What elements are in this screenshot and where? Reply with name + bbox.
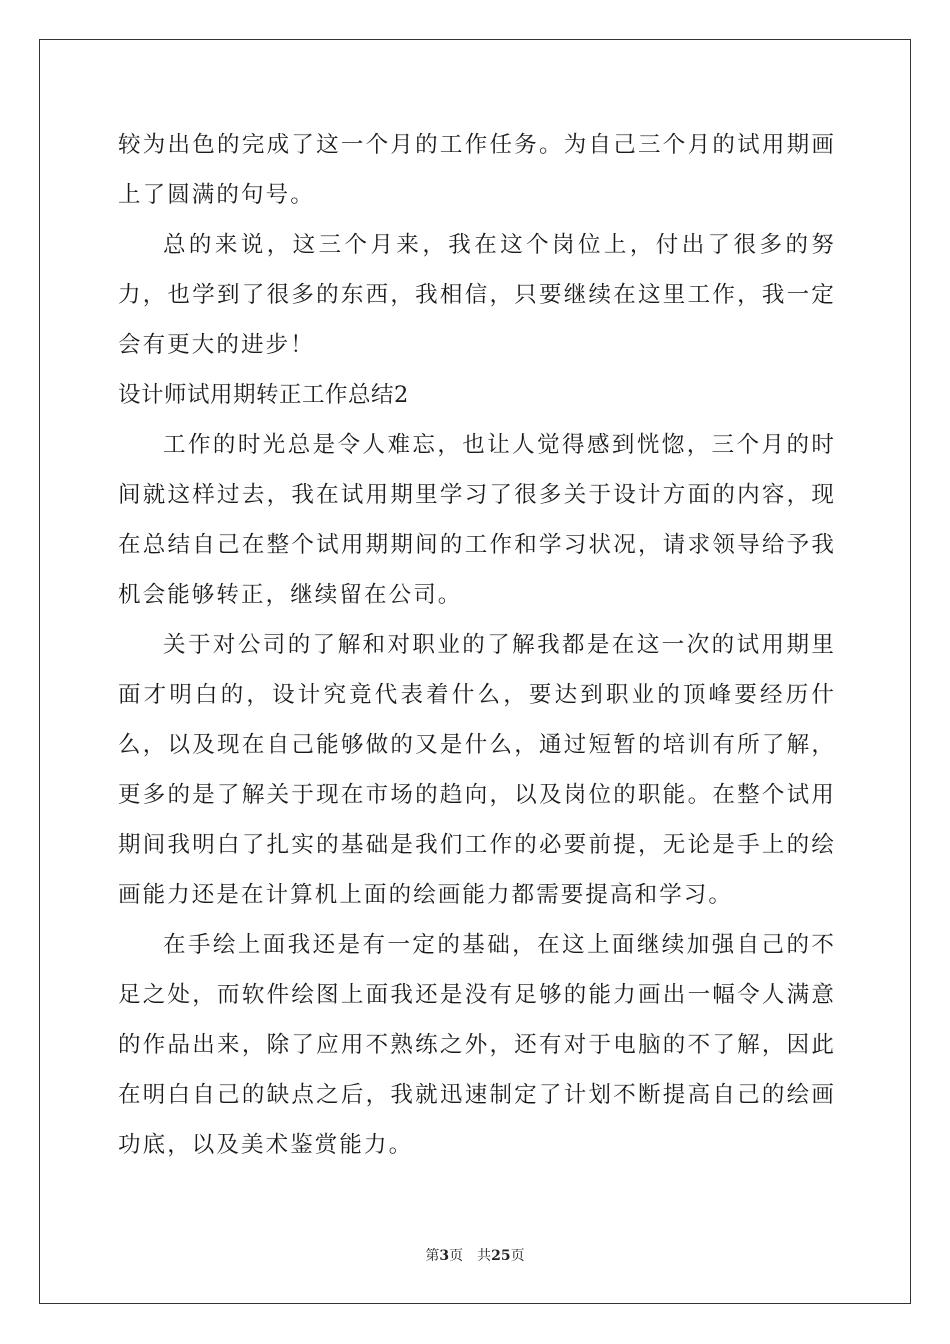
paragraph-summary: 总的来说，这三个月来，我在这个岗位上，付出了很多的努力，也学到了很多的东西，我相信，只要继续在这里工作，我一定会有更大的进步！ (118, 232, 836, 358)
document-body (118, 120, 836, 1170)
section-heading: 设计师试用期转正工作总结2 (118, 382, 409, 408)
paragraph-continuation: 较为出色的完成了这一个月的工作任务。为自己三个月的试用期画上了圆满的句号。 (118, 132, 836, 208)
page-footer (0, 1247, 950, 1265)
paragraph-company-understanding: 关于对公司的了解和对职业的了解我都是在这一次的试用期里面才明白的，设计究竟代表着什么，要达到职业的顶峰要经历什么，以及现在自己能够做的又是什么，通过短暂的培训有所了解，更多的是了解关于现在市场的趋向，以及岗位的职能。在整个试用期间我明白了扎实的基础是我们工作的必要前提，无论是手上的绘画能力还是在计算机上面的绘画能力都需要提高和学习。 (118, 632, 836, 908)
total-suffix: 页 (510, 1248, 525, 1264)
page-prefix: 第 (425, 1248, 440, 1264)
paragraph-intro: 工作的时光总是令人难忘，也让人觉得感到恍惚，三个月的时间就这样过去，我在试用期里学习了很多关于设计方面的内容，现在总结自己在整个试用期期间的工作和学习状况，请求领导给予我机会能够转正，继续留在公司。 (118, 432, 836, 608)
page-number: 3 (439, 1248, 450, 1264)
paragraph-drawing-skills: 在手绘上面我还是有一定的基础，在这上面继续加强自己的不足之处，而软件绘图上面我还是没有足够的能力画出一幅令人满意的作品出来，除了应用不熟练之外，还有对于电脑的不了解，因此在明白自己的缺点之后，我就迅速制定了计划不断提高自己的绘画功底，以及美术鉴赏能力。 (118, 932, 836, 1158)
total-pages: 25 (491, 1248, 511, 1264)
total-prefix: 共 (477, 1248, 492, 1264)
page-suffix: 页 (449, 1248, 464, 1264)
